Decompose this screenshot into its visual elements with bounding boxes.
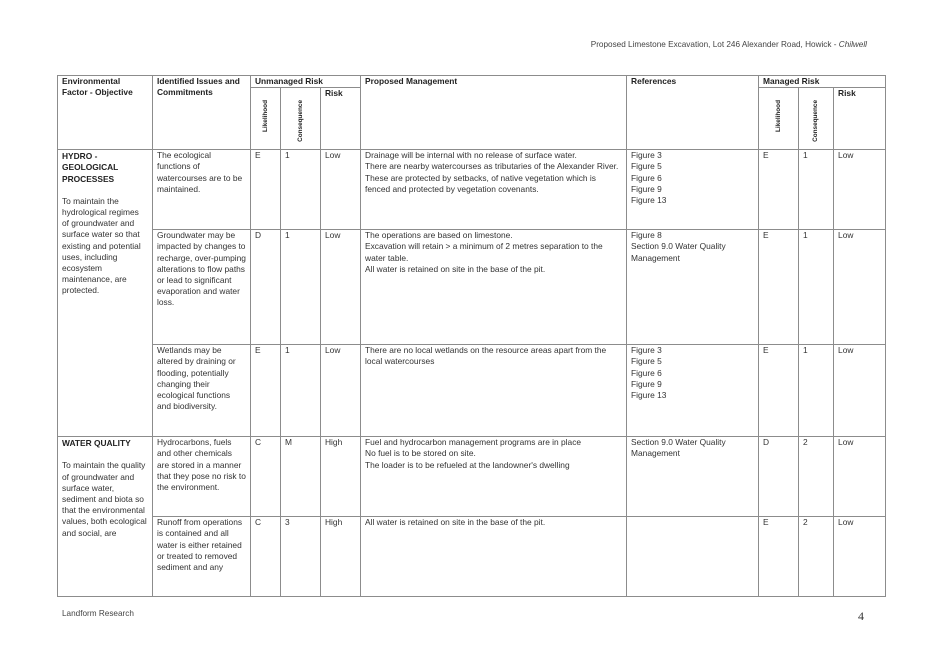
reference-line: Section 9.0 Water Quality Management bbox=[631, 437, 726, 459]
header-m-likelihood-label: Likelihood bbox=[774, 100, 782, 133]
m-risk-cell: Low bbox=[834, 150, 886, 230]
u-consequence-cell: 1 bbox=[281, 230, 321, 345]
m-consequence-cell: 1 bbox=[799, 230, 834, 345]
header-u-likelihood-label: Likelihood bbox=[261, 100, 269, 133]
factor-cell bbox=[58, 150, 153, 437]
management-line: There are no local wetlands on the resource areas apart from the local watercourses bbox=[365, 345, 607, 367]
m-likelihood-cell: E bbox=[759, 345, 799, 437]
factor-objective: To maintain the hydrological regimes of groundwater and surface water so that existing and potential uses, including ecosystem maintenance, are protected. bbox=[62, 195, 141, 296]
management-line: Drainage will be internal with no release of surface water. bbox=[365, 150, 577, 161]
reference-line: Figure 6 bbox=[631, 367, 662, 378]
management-cell bbox=[361, 150, 627, 230]
issue-cell: The ecological functions of watercourses are to be maintained. bbox=[153, 150, 251, 230]
issue-cell: Hydrocarbons, fuels and other chemicals are stored in a manner that they pose no risk to the environment. bbox=[153, 437, 251, 517]
u-likelihood-cell: E bbox=[251, 345, 281, 437]
header-title-italic: Chilwell bbox=[838, 40, 867, 49]
header-managed-risk: Managed Risk bbox=[759, 76, 886, 88]
u-risk-cell: High bbox=[321, 437, 361, 517]
reference-line: Section 9.0 Water Quality Management bbox=[631, 241, 726, 263]
u-consequence-cell: 1 bbox=[281, 345, 321, 437]
management-cell bbox=[361, 230, 627, 345]
header-m-risk: Risk bbox=[834, 88, 886, 150]
table-row bbox=[58, 437, 886, 517]
reference-line: Figure 5 bbox=[631, 161, 662, 172]
header-unmanaged-risk: Unmanaged Risk bbox=[251, 76, 361, 88]
reference-line: Figure 8 bbox=[631, 230, 662, 241]
management-line: There are nearby watercourses as tributaries of the Alexander River. bbox=[365, 161, 619, 172]
m-likelihood-cell: E bbox=[759, 517, 799, 597]
management-line: These are protected by setbacks, of native vegetation which is fenced and protected by vegetation covenants. bbox=[365, 172, 596, 194]
table-row bbox=[58, 150, 886, 230]
management-line: Excavation will retain > a minimum of 2 metres separation to the water table. bbox=[365, 241, 603, 263]
references-cell bbox=[627, 345, 759, 437]
reference-line: Figure 3 bbox=[631, 345, 662, 356]
reference-line: Figure 3 bbox=[631, 150, 662, 161]
factor-title: HYDRO - GEOLOGICAL PROCESSES bbox=[62, 151, 119, 184]
header-u-likelihood bbox=[251, 88, 281, 150]
u-risk-cell: Low bbox=[321, 345, 361, 437]
header-m-consequence bbox=[799, 88, 834, 150]
u-risk-cell: Low bbox=[321, 230, 361, 345]
factor-objective: To maintain the quality of groundwater and surface water, sediment and biota so that the environmental values, both ecological and social, are bbox=[62, 460, 147, 538]
m-consequence-cell: 2 bbox=[799, 517, 834, 597]
m-consequence-cell: 1 bbox=[799, 150, 834, 230]
reference-line: Figure 9 bbox=[631, 378, 662, 389]
issue-cell: Wetlands may be altered by draining or flooding, potentially changing their ecological functions and biodiversity. bbox=[153, 345, 251, 437]
reference-line: Figure 5 bbox=[631, 356, 662, 367]
page-number: 4 bbox=[858, 609, 864, 623]
header-u-consequence bbox=[281, 88, 321, 150]
header-factor: Environmental Factor - Objective bbox=[58, 76, 153, 150]
m-risk-cell: Low bbox=[834, 345, 886, 437]
header-title-main: Proposed Limestone Excavation, Lot 246 Alexander Road, Howick - bbox=[590, 40, 839, 49]
header-m-likelihood bbox=[759, 88, 799, 150]
u-likelihood-cell: E bbox=[251, 150, 281, 230]
m-consequence-cell: 2 bbox=[799, 437, 834, 517]
reference-line: Figure 9 bbox=[631, 183, 662, 194]
factor-title: WATER QUALITY bbox=[62, 438, 131, 449]
u-consequence-cell: M bbox=[281, 437, 321, 517]
page-header bbox=[591, 40, 867, 49]
table-row bbox=[58, 517, 886, 597]
reference-line: Figure 13 bbox=[631, 390, 667, 401]
header-u-risk: Risk bbox=[321, 88, 361, 150]
footer-organization: Landform Research bbox=[62, 609, 134, 618]
u-risk-cell: High bbox=[321, 517, 361, 597]
m-risk-cell: Low bbox=[834, 437, 886, 517]
m-risk-cell: Low bbox=[834, 230, 886, 345]
header-issues: Identified Issues and Commitments bbox=[153, 76, 251, 150]
management-cell bbox=[361, 517, 627, 597]
header-u-consequence-label: Consequence bbox=[296, 100, 304, 143]
u-consequence-cell: 1 bbox=[281, 150, 321, 230]
m-consequence-cell: 1 bbox=[799, 345, 834, 437]
u-likelihood-cell: C bbox=[251, 517, 281, 597]
m-likelihood-cell: D bbox=[759, 437, 799, 517]
issue-cell: Groundwater may be impacted by changes to recharge, over-pumping alterations to flow paths or lead to significant evaporation and water loss. bbox=[153, 230, 251, 345]
reference-line: Figure 13 bbox=[631, 195, 667, 206]
references-cell bbox=[627, 150, 759, 230]
references-cell bbox=[627, 437, 759, 517]
table-row bbox=[58, 230, 886, 345]
u-likelihood-cell: D bbox=[251, 230, 281, 345]
management-line: The loader is to be refueled at the landowner's dwelling bbox=[365, 459, 570, 470]
header-management: Proposed Management bbox=[361, 76, 627, 150]
m-likelihood-cell: E bbox=[759, 150, 799, 230]
references-cell bbox=[627, 517, 759, 597]
header-row-1 bbox=[58, 76, 886, 88]
u-likelihood-cell: C bbox=[251, 437, 281, 517]
factor-cell bbox=[58, 437, 153, 597]
management-line: No fuel is to be stored on site. bbox=[365, 448, 476, 459]
reference-line: Figure 6 bbox=[631, 172, 662, 183]
header-m-consequence-label: Consequence bbox=[812, 100, 820, 143]
management-line: All water is retained on site in the base of the pit. bbox=[365, 517, 546, 528]
issue-cell: Runoff from operations is contained and all water is either retained or treated to removed sediment and any bbox=[153, 517, 251, 597]
management-cell bbox=[361, 437, 627, 517]
management-cell bbox=[361, 345, 627, 437]
risk-assessment-table bbox=[57, 75, 886, 597]
u-consequence-cell: 3 bbox=[281, 517, 321, 597]
management-line: All water is retained on site in the base of the pit. bbox=[365, 263, 546, 274]
header-references: References bbox=[627, 76, 759, 150]
references-cell bbox=[627, 230, 759, 345]
m-risk-cell: Low bbox=[834, 517, 886, 597]
table-row bbox=[58, 345, 886, 437]
management-line: Fuel and hydrocarbon management programs are in place bbox=[365, 437, 582, 448]
management-line: The operations are based on limestone. bbox=[365, 230, 513, 241]
u-risk-cell: Low bbox=[321, 150, 361, 230]
m-likelihood-cell: E bbox=[759, 230, 799, 345]
